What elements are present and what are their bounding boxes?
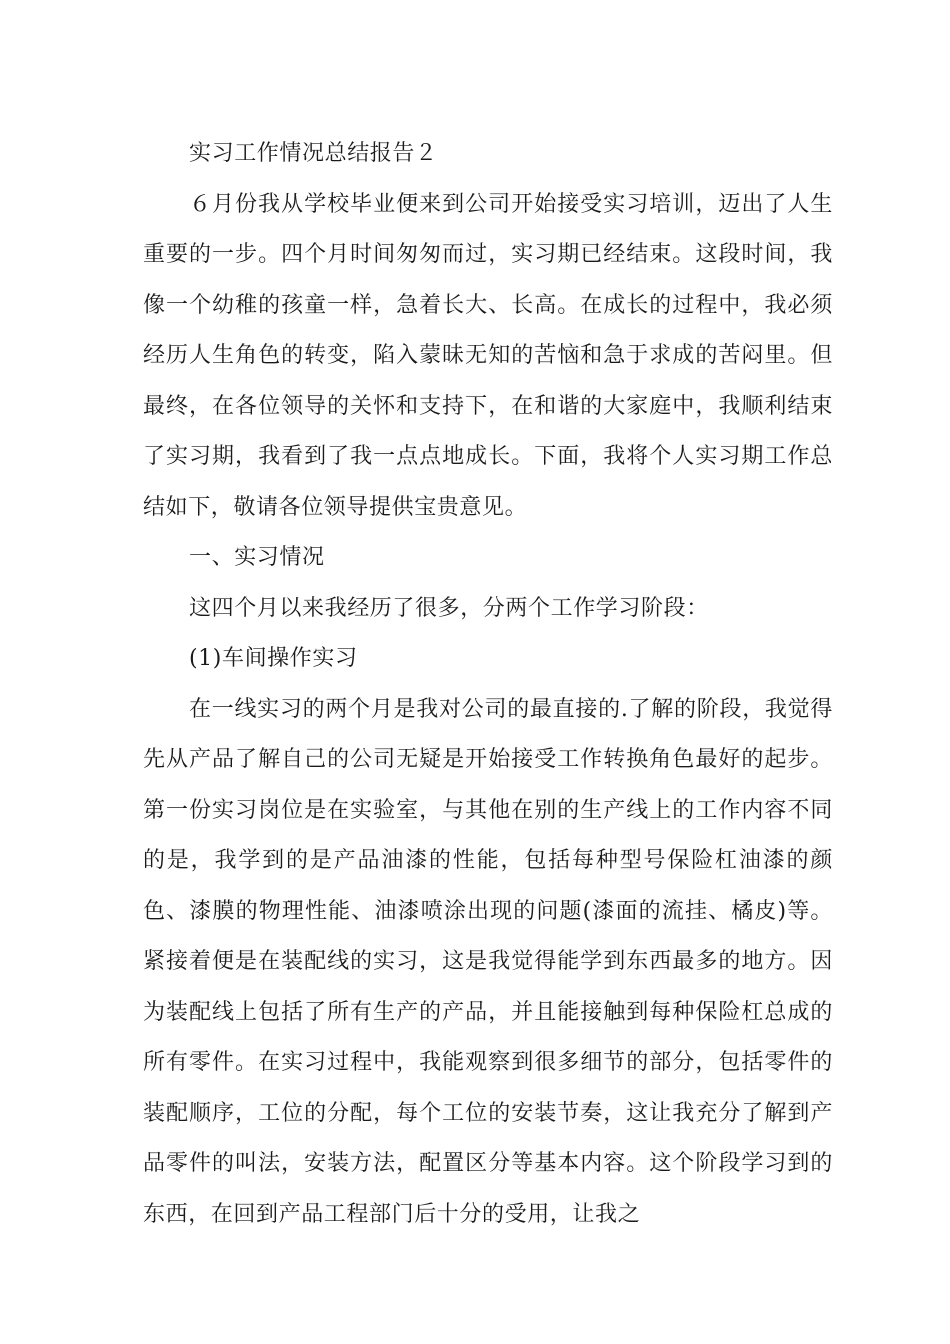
section-heading-internship: 一、实习情况 bbox=[189, 545, 325, 570]
document-title: 实习工作情况总结报告２ bbox=[189, 141, 438, 166]
subheading-workshop: (1)车间操作实习 bbox=[189, 646, 358, 671]
paragraph-workshop: 在一线实习的两个月是我对公司的最直接的.了解的阶段，我觉得先从产品了解自己的公司无疑是开始接受工作转换角色最好的起步。第一份实习岗位是在实验室，与其他在别的生产线上的工作内容不同的是，我学到的是产品油漆的性能，包括每种型号保险杠油漆的颜色、漆膜的物理性能、油漆喷涂出现的问题(漆面的流挂、橘皮)等。紧接着便是在装配线的实习，这是我觉得能学到东西最多的地方。因为装配线上包括了所有生产的产品，并且能接触到每种保险杠总成的所有零件。在实习过程中，我能观察到很多细节的部分，包括零件的装配顺序，工位的分配，每个工位的安装节奏，这让我充分了解到产品零件的叫法，安装方法，配置区分等基本内容。这个阶段学习到的东西，在回到产品工程部门后十分的受用，让我之 bbox=[143, 696, 833, 1227]
document-body bbox=[143, 129, 833, 1240]
paragraph-stages: 这四个月以来我经历了很多，分两个工作学习阶段： bbox=[189, 595, 709, 621]
paragraph-intro: ６月份我从学校毕业便来到公司开始接受实习培训，迈出了人生重要的一步。四个月时间匆匆而过，实习期已经结束。这段时间，我像一个幼稚的孩童一样，急着长大、长高。在成长的过程中，我必须经历人生角色的转变，陷入蒙昧无知的苦恼和急于求成的苦闷里。但最终，在各位领导的关怀和支持下，在和谐的大家庭中，我顺利结束了实习期，我看到了我一点点地成长。下面，我将个人实习期工作总结如下，敬请各位领导提供宝贵意见。 bbox=[143, 191, 833, 520]
